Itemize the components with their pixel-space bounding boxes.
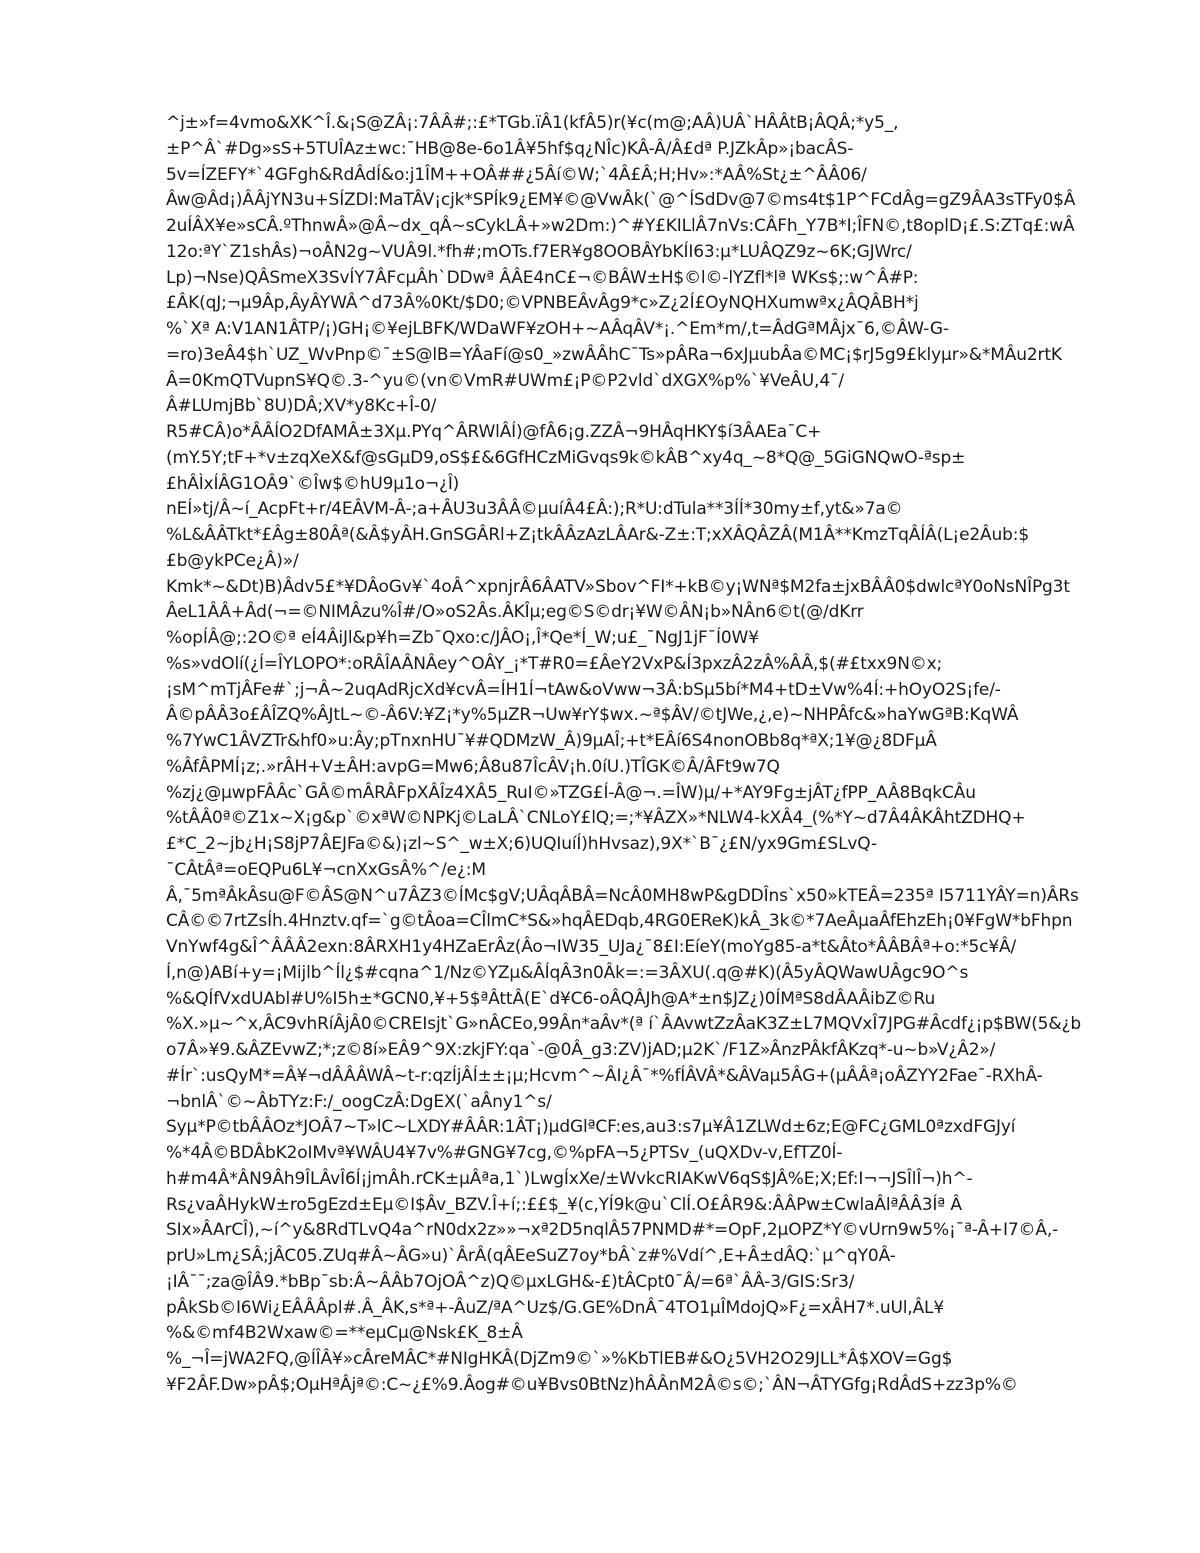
text-line: h#m4Â*ÂN9Âh9ÎLÂvÎ6Í¡jmÂh.rCK±µÂªa,1`)LwgÍxXe/±WvkcRIAKwV6qS$JÂ%E;X;Ef:I¬¬JSÎlÎ¬)h^- [166,1168,973,1189]
document-body-text [166,111,1126,1399]
text-line: ¥F2ÂF.Dw»pÂ$;OµHªÂjª©:C~¿£%9.Âog#©u¥Bvs0BtNz)hÂÂnM2Â©s©;`ÂN¬ÂTYGfg¡RdÂdS+zz3p%© [166,1374,1018,1395]
text-line: pÂkSb©I6Wi¿EÂÂÂpl#.Â_ÂK,s*ª+-ÂuZ/ªA^Uz$/G.GE%DnÂ¯4TO1µÎMdojQ»F¿=xÂH7*.uUl,ÂL¥ [166,1297,945,1318]
text-line: o7Â»¥9.&ÂZEvwZ;*;z©8í»EÂ9^9X:zkjFY:qa`-@0Â_g3:ZV)jAD;µ2K`/F1Z»ÂnzPÂkfÂKzq*-u~b»V¿Â2»/ [166,1040,996,1060]
text-line: Â,¯5mªÂkÂsu@F©ÂS@N^u7ÂZ3©ÍMc$gV;UÂqÂBÂ=NcÂ0MH8wP&gDDÎns`x50»kTEÂ=235ª I5711YÂY=n)ÂRs [166,885,1079,906]
text-line: %ÂfÂPMÍ¡z;.»rÂH+V±ÂH:avpG=Mw6;Â8u87ÎcÂV¡h.0íU.)TÎGK©Â/ÂFt9w7Q [166,756,780,777]
text-line: %&©mf4B2Wxaw©=**eµCµ@Nsk£K_8±Â [166,1323,523,1344]
text-line: %_¬Î=jWA2FQ,@ÍÎÂ¥»cÂreMÂC*#NIgHKÂ(DjZm9©`»%KbTlEB#&O¿5VH2O29JLL*Â$XOV=Gg$ [166,1349,953,1369]
text-line: £b@ykPCe¿Â)»/ [166,550,299,571]
text-line: #Ír`:usQyM*=Â¥¬dÂÂÂWÂ~t-r:qzÍjÂÍ±±¡µ;Hcvm^~ÂI¿Â¯*%fÍÂVÂ*&ÂVaµ5ÂG+(µÂÂª¡oÂZYY2Fae¯-RXhÂ- [166,1065,1043,1086]
text-line: Âw@Âd¡)ÂÂjYN3u+SÍZDl:MaTÂV¡cjk*SPÍk9¿EM¥©@VwÂk(`@^ÍSdDv@7©ms4t$1P^FCdÂg=gZ9ÂA3sTFy0$Â [166,190,1076,211]
text-line: Â=0KmQTVupnS¥Q©.3-^yu©(vn©VmR#UWm£¡P©P2vld`dXGX%p%`¥VeÂU,4¯/ [166,370,844,391]
text-line: R5#CÂ)o*ÂÂÍO2DfAMÂ±3Xµ.PYq^ÂRWlÂÍ)@fÂ6¡g.ZZÂ¬9HÂqHKY$í3ÂAEa¯C+ [166,422,822,442]
text-line: £hÂÌxÍÂG1OÂ9`©Îw$©hU9µ1o¬¿Î) [166,473,460,494]
text-line: %zj¿@µwpFÂÂc`GÂ©mÂRÂFpXÂÎz4XÂ5_RuI©»TZG£Í-Â@¬.=ÎW)µ/+*AY9Fg±jÂT¿fPP_AÂ8BqkCÂu [166,782,976,803]
text-line: Â#LUmjBb`8U)DÂ;XV*y8Kc+Î-0/ [166,396,437,417]
text-line: Â©pÂÂ3o£ÂÎZQ%ÂJtL~©-Â6V:¥Z¡*y%5µZR¬Uw¥rY$wx.~ª$ÂV/©tJWe,¿,e)~NHPÂfc&»haYwGªB:KqWÂ [166,705,1019,726]
text-line: Kmk*~&Dt)B)Âdv5£*¥DÂoGv¥`4oÂ^xpnjrÂ6ÂATV»Sbov^FI*+kB©y¡WNª$M2fa±jxBÂÂ0$dwlcªY0oNsNÎPg3t [166,576,1070,597]
text-line: £*C_2~jb¿H¡S8jP7ÂEJFa©&)¡zl~S^_w±X;6)UQIuíÍ)hHvsaz),9X*`B¯¿£N/yx9Gm£SLvQ- [166,834,877,854]
text-line: %tÂÂ0ª©Z1x~X¡g&p`©xªW©NPKj©LaLÂ`CNLoY£lQ;=;*¥ÂZX»*NLW4-kXÂ4_(%*Y~d7Â4ÂKÂhtZDHQ+ [166,808,1026,829]
text-line: ¬bnlÂ`©~ÂbTYz:F:/_oogCzÂ:DgEX(`aÂny1^s/ [166,1091,552,1112]
text-line: 2uÍÂX¥e»sCÂ.ºThnwÂ»@Â~dx_qÂ~sCykLÂ+»w2Dm:)^#Y£KILlÂ7nVs:CÂFh_Y7B*I;ÎFN©,t8oplD¡£.S:ZTq£:wÂ [166,216,1075,236]
text-line: =ro)3eÂ4$h`UZ_WvPnp©¯±S@lB=YÂaFí@s0_»zwÂÂhC¯Ts»pÂRa¬6xJµubÂa©MC¡$rJ5g9£klyµr»&*MÂu2rtK [166,344,1062,365]
text-line: nEÍ»tj/Â~í_AcpFt+r/4EÂVM-Â-;a+ÂU3u3ÂÂ©µuíÂ4£Â:);R*U:dTula**3ÍÍ*30my±f,yt&»7a© [166,499,903,520]
text-line: (mY.5Y;tF+*v±zqXeX&f@sGµD9,oS$£&6GfHCzMiGvqs9k©kÂB^xy4q_~8*Q@_5GiGNQwO-ªsp± [166,447,966,468]
text-line: %&QÍfVxdUAbl#U%I5h±*GCN0,¥+5$ªÂttÂ(E`d¥C6-oÂQÂJh@A*±n$JZ¿)0ÍMªS8dÂAÂibZ©Ru [166,988,936,1009]
text-line: %L&ÂÂTkt*£Âg±80Âª(&Â$yÂH.GnSGÂRl+Z¡tkÂÂzAzLÂAr&-Z±:T;xXÂQÂZÂ(M1Â**KmzTqÂÍÂ(L¡e2Âub:$ [166,525,1030,545]
text-line: 12o:ªY`Z1shÂs)¬oÂN2g~VUÂ9l.*fh#;mOTs.f7ER¥g8OOBÂYbKÍI63:µ*LUÂQZ9z~6K;GJWrc/ [166,241,912,262]
text-line: VnYwf4g&Î^ÂÂÂ2exn:8ÂRXH1y4HZaErÂz(Âo¬IW35_UJa¿¯8£I:EíeY(moYg85-a*t&Âto*ÂÂBÂª+o:*5c¥Â/ [166,937,1017,957]
text-line: ¡sM^mTjÂFe#`;j¬Â~2uqAdRjcXd¥cvÂ=ÍH1Í¬tAw&oVww¬3Â:bSµ5bí*M4+tD±Vw%4Í:+hOyO2S¡fe/- [166,679,1001,700]
text-line: ^j±»f=4vmo&XK^Î.&¡S@ZÂ¡:7ÂÂ#;:£*TGb.ïÂ1(kfÂ5)r(¥c(m@;AÂ)UÂ`HÂÂtB¡ÂQÂ;*y5_, [166,113,899,133]
text-line: SIx»ÂArCÎ),~í^y&8RdTLvQ4a^rN0dx2z»»¬xª2D5nqlÂ57PNMD#*=OpF,2µOPZ*Y©vUrn9w5%¡¯ª-Â+I7©Â,- [166,1220,1059,1241]
text-line: %X.»µ~^x,ÂC9vhRíÂjÂ0©CREIsjt`G»nÂCEo,99Ân*aÂv*(ª í`ÂAvwtZzÂaK3Z±L7MQVxÎ7JPG#Âcdf¿¡p$BW(5&¿b [166,1014,1081,1035]
text-line: Syµ*P©tbÂÂOz*JOÂ7~T»lC~LXDY#ÂÂR:1ÂT¡)µdGlªCF:es,au3:s7µ¥Â1ZLWd±6z;E@FC¿GML0ªzxdFGJyí [166,1117,1016,1138]
text-line: £ÂK(qJ;¬µ9Âp,ÂyÂYWÂ^d73Â%0Kt/$D0;©VPNBEÂvÂg9*c»Z¿2Í£OyNQHXumwªx¿ÂQÂBH*j [166,293,919,314]
text-line: %s»vdOlí(¿Í=ÎYLOPO*:oRÂÎAÂNÂey^OÂY_¡*T#R0=£ÂeY2VxP&Í3pxzÂ2zÂ%ÂÂ,$(#£txx9N©x; [166,653,943,674]
text-line: Rs¿vaÂHykW±ro5gEzd±Eµ©I$Âv_BZV.Î+í;:££$_¥(c,YÍ9k@u`ClÍ.O£ÂR9&:ÂÂPw±CwlaÂlªÂÂ3Íª Â [166,1194,962,1215]
text-line: ±P^Â`#Dg»sS+5TUÎAz±wc:¯HB@8e-6o1Â¥5hf$q¿NÎc)KÂ-Â/Â£dª P.JZkÂp»¡bacÂS- [166,138,854,159]
text-line: ¯CÂtÂª=oEQPu6L¥¬cnXxGsÂ%^/e¿:M [166,859,486,880]
text-line: %opÍÂ@;:2O©ª eÍ4ÂiJl&p¥h=Zb¯Qxo:c/JÂO¡,Î*Qe*Í_W;u£_¯NgJ1jF¯Í0W¥ [166,628,759,648]
text-line: 5v=ÍZEFY*`4GFgh&RdÂdÍ&o:j1ÎM++OÂ##¿5Âí©W;`4Â£Â;H;Hv»:*AÂ%St¿±^ÂÂ06/ [166,164,867,185]
text-line: CÂ©©7rtZsÍh.4Hnztv.qf=`g©tÂoa=CÎlmC*S&»hqÂEDqb,4RG0EReK)kÂ_3k©*7AeÂµaÂfEhzEh¡0¥FgW*bFhpn [166,911,1073,932]
text-line: %*4Â©BDÂbK2oIMvª¥WÂU4¥7v%#GNG¥7cg,©%pFA¬5¿PTSv_(uQXDv-v,EfTZ0Í- [166,1143,843,1163]
text-line: %`Xª A:V1AN1ÂTP/¡)GH¡©¥ejLBFK/WDaWF¥zOH+~AÂqÂV*¡.^Em*m/,t=ÂdGªMÂjx¯6,©ÂW-G- [166,319,949,339]
text-line: prU»Lm¿SÂ;jÂC05.ZUq#Â~ÂG»u)`ÂrÂ(qÂEeSuZ7oy*bÂ`z#%Vdí^,E+Â±dÂQ:`µ^qY0Â- [166,1246,896,1266]
text-line: ¡IÂ¯¯;za@ÎÂ9.*bBp¯sb:Â~ÂÂb7OjOÂ^z)Q©µxLGH&-£)tÂCpt0¯Â/=6ª`ÂÂ-3/GIS:Sr3/ [166,1271,855,1292]
text-line: %7YwC1ÂVZTr&hf0»u:Ây;pTnxnHU¯¥#QDMzW_Â)9µAÎ;+t*EÂí6S4nonOBb8q*ªX;1¥@¿8DFµÂ [166,731,937,751]
text-line: Í,n@)ABí+y=¡Mijlb^Íl¿$#cqna^1/Nz©YZµ&ÂÍqÂ3n0Âk=:=3ÂXU(.q@#K)(Â5yÂQWawUÂgc9O^s [166,962,969,983]
text-line: ÂeL1ÂÂ+Âd(¬=©NIMÂzu%Î#/O»oS2Âs.ÂKÎµ;eg©S©dr¡¥W©ÂN¡b»NÂn6©t(@/dKrr [166,602,864,623]
text-line: Lp)¬Nse)QÂSmeX3SvÍY7ÂFcµÂh`DDwª ÂÂE4nC£¬©BÂW±H$©l©-lYZfl*lª WKs$;:w^Â#P: [166,267,919,288]
